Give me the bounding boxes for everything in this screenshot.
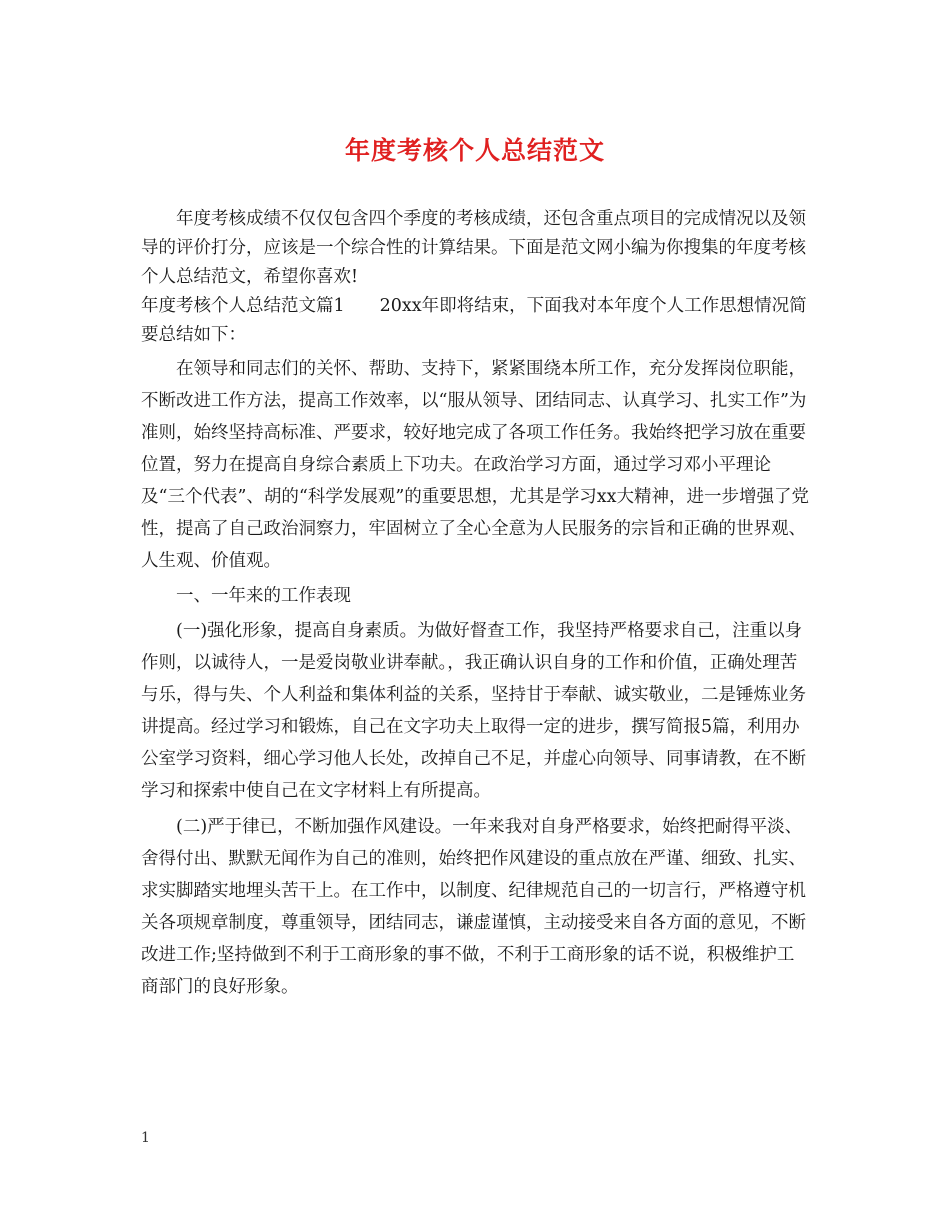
intro-paragraph: 年度考核成绩不仅仅包含四个季度的考核成绩，还包含重点项目的完成情况以及领导的评价打分，应该是一个综合性的计算结果。下面是范文网小编为你搜集的年度考核个人总结范文，希望你喜欢! — [141, 209, 806, 287]
section-heading: 一、一年来的工作表现 — [176, 586, 351, 606]
document-body — [141, 205, 811, 1003]
body-paragraph: 在领导和同志们的关怀、帮助、支持下，紧紧围绕本所工作，充分发挥岗位职能，不断改进工作方法，提高工作效率，以“服从领导、团结同志、认真学习、扎实工作”为准则，始终坚持高标准、严要求，较好地完成了各项工作任务。我始终把学习放在重要位置，努力在提高自身综合素质上下功夫。在政治学习方面，通过学习邓小平理论及“三个代表”、胡的“科学发展观”的重要思想，尤其是学习xx大精神，进一步增强了党性，提高了自己政治洞察力，牢固树立了全心全意为人民服务的宗旨和正确的世界观、人生观、价值观。 — [141, 359, 810, 571]
section-heading-paragraph: 年度考核个人总结范文篇1 20xx年即将结束，下面我对本年度个人工作思想情况简要总结如下： — [141, 296, 807, 345]
document-title: 年度考核个人总结范文 — [344, 136, 605, 165]
body-paragraph: (二)严于律已，不断加强作风建设。一年来我对自身严格要求，始终把耐得平淡、舍得付出、默默无闻作为自己的准则，始终把作风建设的重点放在严谨、细致、扎实、求实脚踏实地埋头苦干上。在工作中，以制度、纪律规范自己的一切言行，严格遵守机关各项规章制度，尊重领导，团结同志，谦虚谨慎，主动接受来自各方面的意见，不断改进工作;坚持做到不利于工商形象的事不做，不利于工商形象的话不说，积极维护工商部门的良好形象。 — [141, 817, 806, 997]
body-paragraph: (一)强化形象，提高自身素质。为做好督查工作，我坚持严格要求自己，注重以身作则，以诚待人，一是爱岗敬业讲奉献。，我正确认识自身的工作和价值，正确处理苦与乐，得与失、个人利益和集体利益的关系，坚持甘于奉献、诚实敬业，二是锤炼业务讲提高。经过学习和锻炼，自己在文字功夫上取得一定的进步，撰写简报5篇，利用办公室学习资料，细心学习他人长处，改掉自己不足，并虚心向领导、同事请教，在不断学习和探索中使自己在文字材料上有所提高。 — [141, 621, 806, 801]
page-number: 1 — [141, 1130, 150, 1146]
